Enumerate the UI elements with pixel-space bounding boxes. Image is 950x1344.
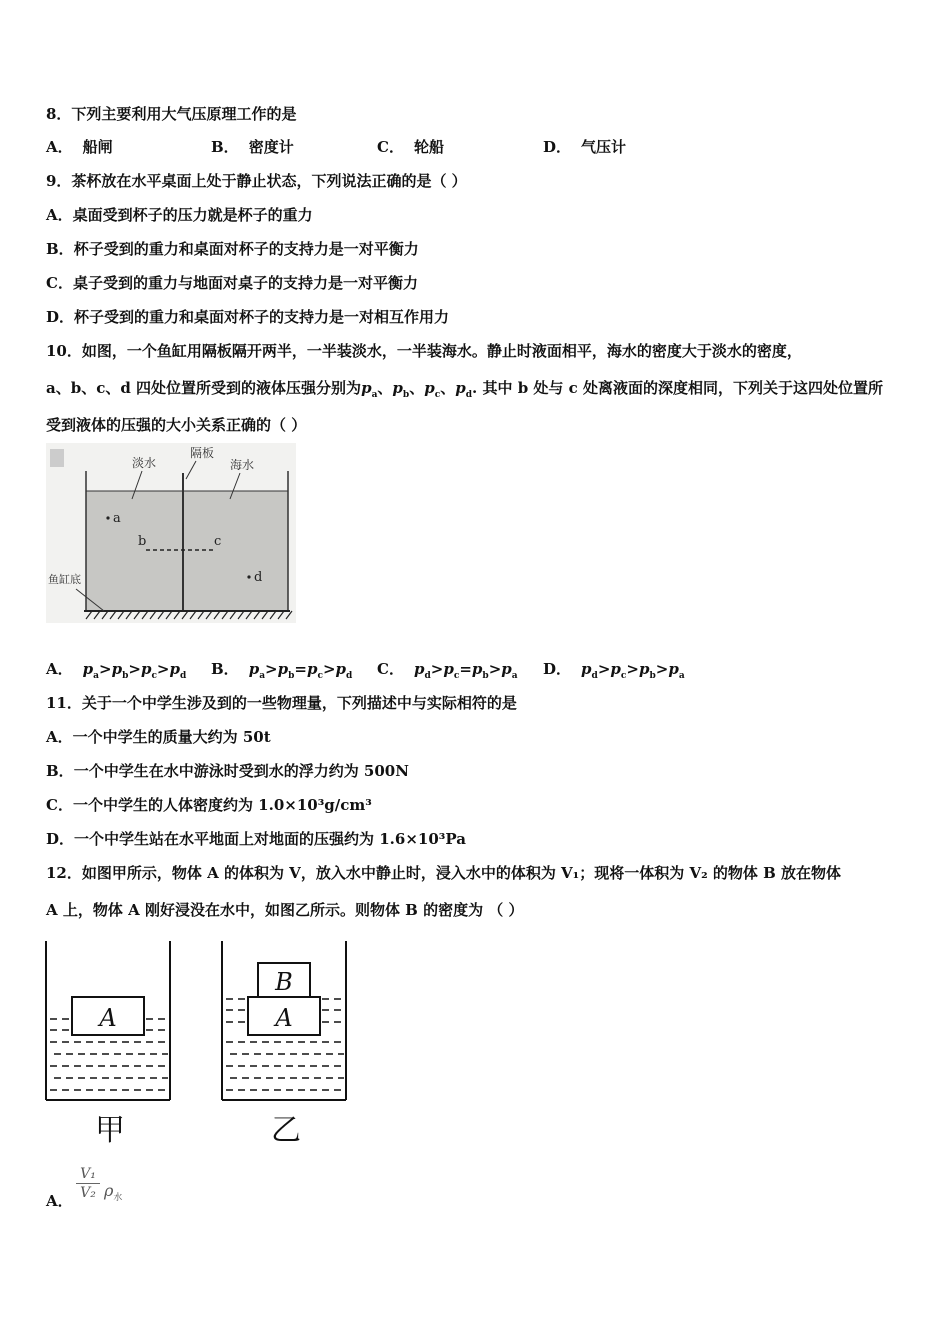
q10-option-b[interactable]: B． $p_a>p_b=p_c>p_d$	[211, 660, 353, 681]
q11-option-a[interactable]: A．一个中学生的质量大约为 50t	[46, 728, 271, 746]
fraction-bar	[76, 1183, 100, 1184]
q9-option-b[interactable]: B．杯子受到的重力和桌面对杯子的支持力是一对平衡力	[46, 240, 419, 258]
figure-yi	[222, 941, 346, 1148]
label-a: a	[113, 511, 121, 526]
q8-option-d[interactable]: D． 气压计	[543, 138, 627, 156]
label-fresh-water: 淡水	[132, 456, 157, 470]
label-jia: 甲	[95, 1113, 125, 1148]
q10-stem-line2: a、b、c、d 四处位置所受到的液体压强分别为$p_a$、$p_b$、$p_c$、$p_d$. 其中 b 处与 c 处离液面的深度相同，下列关于这四处位置所	[46, 379, 883, 400]
q10-stem-line1: 10．如图，一个鱼缸用隔板隔开两半，一半装淡水，一半装海水。静止时液面相平，海水的密度大于淡水的密度，	[46, 342, 802, 360]
q9-option-a[interactable]: A．桌面受到杯子的压力就是杯子的重力	[46, 206, 313, 224]
q8-option-a[interactable]: A． 船闸	[46, 138, 113, 156]
q9-stem: 9．茶杯放在水平桌面上处于静止状态，下列说法正确的是（ ）	[46, 172, 467, 190]
q10-option-b-expr: $p_a>p_b=p_c>p_d$	[248, 660, 353, 681]
q10-options	[46, 658, 846, 680]
q12-option-a[interactable]: A．	[46, 1192, 73, 1210]
q10-option-c-expr: $p_d>p_c=p_b>p_a$	[413, 660, 518, 681]
q10-option-a-expr: $p_a>p_b>p_c>p_d$	[82, 660, 187, 681]
q12-option-a-rho: $\rho_水$	[104, 1181, 123, 1204]
water-fill	[86, 491, 288, 611]
q10-option-a[interactable]: A． $p_a>p_b>p_c>p_d$	[46, 660, 187, 681]
buoyancy-figure	[40, 936, 360, 1151]
point-d	[247, 575, 250, 578]
label-tank-bottom: 鱼缸底	[48, 573, 81, 586]
figure-jia	[46, 941, 170, 1148]
label-a-yi: A	[275, 1004, 293, 1032]
label-c: c	[214, 534, 222, 549]
q8-options	[46, 136, 846, 158]
label-a-jia: A	[99, 1004, 117, 1032]
q10-option-d-expr: $p_d>p_c>p_b>p_a$	[581, 660, 685, 681]
q11-stem: 11．关于一个中学生涉及到的一些物理量，下列描述中与实际相符的是	[46, 694, 517, 712]
q11-option-c[interactable]: C．一个中学生的人体密度约为 1.0×10³g/cm³	[46, 796, 372, 814]
label-b-yi: B	[275, 968, 293, 996]
label-yi: 乙	[271, 1113, 301, 1148]
q10-stem-line3: 受到液体的压强的大小关系正确的（ ）	[46, 416, 307, 434]
q12-stem-line1: 12．如图甲所示，物体 A 的体积为 V，放入水中静止时，浸入水中的体积为 V₁；现将一体积为 V₂ 的物体 B 放在物体	[46, 864, 842, 882]
point-a	[106, 516, 109, 519]
q10-option-d[interactable]: D． $p_d>p_c>p_b>p_a$	[543, 660, 685, 681]
fish-tank-figure	[46, 443, 296, 628]
label-sea-water: 海水	[230, 458, 255, 472]
q8-option-c[interactable]: C． 轮船	[377, 138, 444, 156]
q11-option-d[interactable]: D．一个中学生站在水平地面上对地面的压强约为 1.6×10³Pa	[46, 830, 466, 848]
q9-option-d[interactable]: D．杯子受到的重力和桌面对杯子的支持力是一对相互作用力	[46, 308, 450, 326]
q8-option-b[interactable]: B． 密度计	[211, 138, 294, 156]
q10-option-c[interactable]: C． $p_d>p_c=p_b>p_a$	[377, 660, 518, 681]
label-b: b	[138, 534, 147, 549]
label-d: d	[254, 570, 263, 585]
q12-stem-line2: A 上，物体 A 刚好浸没在水中，如图乙所示。则物体 B 的密度为 （ ）	[46, 901, 524, 919]
label-partition: 隔板	[190, 446, 215, 460]
q12-option-a-fraction: V₁ V₂	[76, 1166, 100, 1201]
q8-stem: 8．下列主要利用大气压原理工作的是	[46, 105, 297, 123]
q9-option-c[interactable]: C．桌子受到的重力与地面对桌子的支持力是一对平衡力	[46, 274, 418, 292]
q11-option-b[interactable]: B．一个中学生在水中游泳时受到水的浮力约为 500N	[46, 762, 409, 780]
